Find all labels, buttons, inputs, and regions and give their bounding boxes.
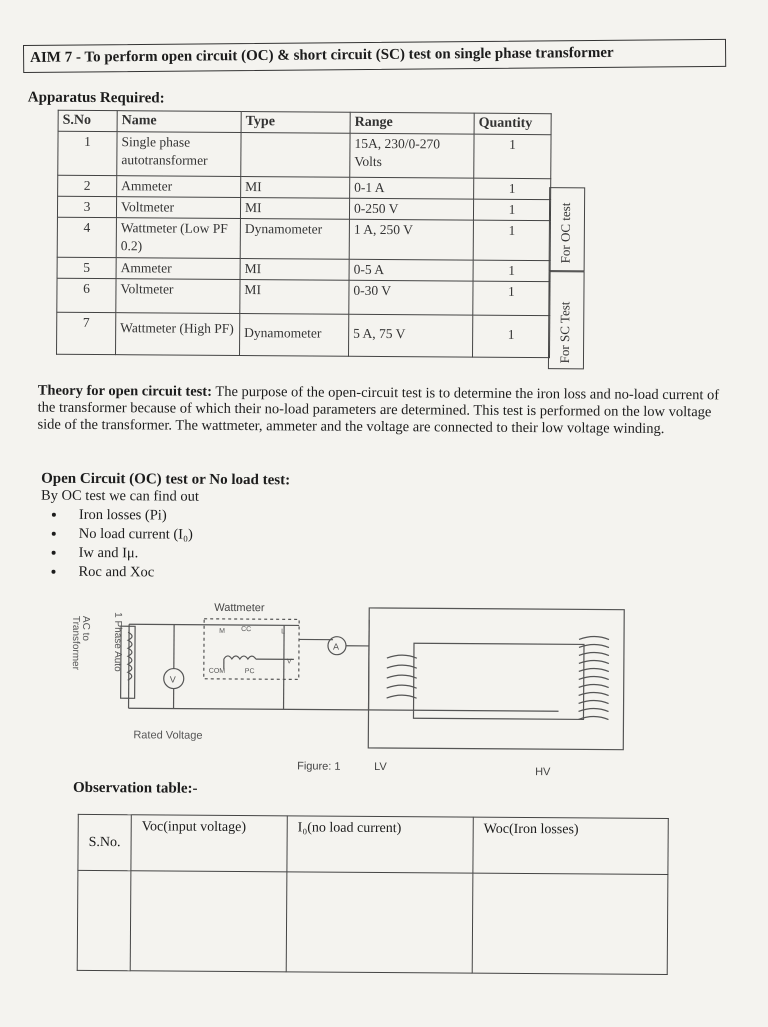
- oc-bullet-list: [44, 506, 193, 583]
- observation-heading: Observation table:-: [73, 780, 198, 798]
- header-type: Type: [241, 112, 350, 134]
- top-wire: [129, 624, 299, 625]
- figure-caption: Figure: 1: [297, 760, 341, 772]
- cell-type: MI: [240, 198, 349, 220]
- cell-qty: 1: [473, 199, 550, 221]
- ammeter-symbol: A: [333, 642, 339, 652]
- cell-name: Ammeter: [117, 176, 241, 198]
- cell-range: 0-250 V: [349, 198, 473, 220]
- theory-label: Theory for open circuit test:: [38, 383, 212, 400]
- obs-cell: [130, 871, 287, 972]
- wattmeter-l-label: L: [281, 628, 285, 635]
- theory-paragraph: [37, 383, 727, 439]
- cell-type: MI: [240, 259, 349, 281]
- voltmeter-symbol: V: [170, 675, 176, 685]
- table-row: [77, 870, 668, 974]
- pressure-coil: [224, 656, 256, 659]
- source-label-1: AC to: [80, 616, 91, 642]
- cell-sno: 4: [57, 217, 116, 257]
- cell-sno: 6: [57, 278, 116, 312]
- cell-range: 0-30 V: [349, 280, 473, 315]
- table-row: [57, 312, 550, 357]
- circuit-diagram: [68, 596, 629, 780]
- lv-label: LV: [374, 761, 387, 773]
- oc-heading: Open Circuit (OC) test or No load test:: [41, 471, 290, 490]
- cell-sno: 1: [58, 131, 117, 175]
- cell-type: MI: [241, 177, 350, 199]
- list-item: • No load current (I₀): [67, 525, 193, 545]
- cell-name: Ammeter: [116, 258, 240, 280]
- side-label-sc: For SC Test: [557, 302, 573, 364]
- observation-table: [77, 814, 669, 975]
- source-wire: [129, 624, 130, 708]
- apparatus-heading: Apparatus Required:: [28, 90, 165, 108]
- table-row: [57, 278, 550, 315]
- list-item: • Roc and Xoc: [66, 563, 192, 583]
- cell-sno: 3: [57, 196, 116, 217]
- cell-sno: 7: [57, 312, 116, 354]
- obs-header-sno: S.No.: [78, 814, 131, 870]
- transformer-core-outer: [368, 608, 624, 750]
- source-label-2: Transformer: [70, 616, 81, 671]
- obs-cell: [77, 870, 131, 970]
- cell-range: 0-5 A: [349, 259, 473, 281]
- cell-name: Wattmeter (High PF): [116, 313, 240, 356]
- obs-header-voc: Voc(input voltage): [131, 815, 287, 872]
- side-label-oc: For OC test: [558, 203, 574, 264]
- cell-name: Voltmeter: [116, 197, 240, 219]
- cell-qty: 1: [472, 315, 549, 358]
- theory-text: The purpose of the open-circuit test is to determine the iron loss and no-load current of the transformer because of which their no-load parameters are determined. This test is performed on the low voltage side of the transformer. The wattmeter, ammeter and the voltage are connected to their low voltage winding.: [37, 384, 719, 437]
- list-item: • Iron losses (Pi): [67, 506, 193, 526]
- observation-header-row: [78, 814, 668, 874]
- cell-sno: 2: [58, 175, 117, 196]
- wattmeter-com-label: COM: [209, 668, 226, 675]
- cell-range: 1 A, 250 V: [349, 219, 473, 260]
- header-sno: S.No: [58, 110, 117, 131]
- cell-range: 15A, 230/0-270 Volts: [350, 133, 474, 178]
- aim-title: AIM 7 - To perform open circuit (OC) & short circuit (SC) test on single phase transformer: [23, 39, 726, 73]
- obs-cell: [286, 872, 473, 973]
- rated-voltage-label: Rated Voltage: [133, 729, 202, 741]
- autotransformer-coil: [128, 632, 132, 680]
- cell-qty: 1: [474, 134, 551, 179]
- cell-qty: 1: [473, 260, 550, 282]
- apparatus-table: [56, 110, 552, 358]
- obs-header-io: I₀(no load current): [287, 816, 473, 873]
- cell-qty: 1: [474, 178, 551, 200]
- table-row: [57, 217, 550, 260]
- transformer-core-inner: [413, 643, 584, 719]
- wattmeter-cc-label: CC: [241, 626, 251, 633]
- wattmeter-pc-label: PC: [245, 668, 255, 675]
- obs-header-woc: Woc(Iron losses): [473, 817, 668, 874]
- cell-type: MI: [240, 280, 349, 315]
- cell-range: 5 A, 75 V: [349, 314, 473, 357]
- source-label-3: 1 Phase Auto: [112, 612, 123, 672]
- cell-qty: 1: [473, 220, 550, 261]
- obs-cell: [472, 873, 668, 974]
- oc-intro: By OC test we can find out: [41, 488, 731, 510]
- cell-type: Dynamometer: [240, 219, 349, 260]
- cell-qty: 1: [473, 281, 550, 316]
- cell-name: Single phase autotransformer: [117, 132, 241, 177]
- lv-winding: [387, 655, 417, 698]
- cell-type: [241, 133, 350, 178]
- list-item: • Iw and Iμ.: [67, 544, 193, 564]
- wattmeter-label: Wattmeter: [214, 602, 265, 614]
- wattmeter-v-label: V: [287, 658, 292, 665]
- bottom-wire: [129, 708, 559, 711]
- cell-type: Dynamometer: [240, 314, 349, 357]
- cell-sno: 5: [57, 257, 116, 278]
- cell-range: 0-1 A: [350, 177, 474, 199]
- table-row: [58, 131, 551, 178]
- cell-name: Voltmeter: [116, 279, 240, 314]
- hv-label: HV: [535, 766, 551, 778]
- header-range: Range: [350, 112, 474, 134]
- cell-name: Wattmeter (Low PF 0.2): [116, 218, 240, 259]
- wattmeter-m-label: M: [219, 628, 225, 635]
- header-name: Name: [117, 111, 241, 133]
- header-quantity: Quantity: [474, 113, 551, 135]
